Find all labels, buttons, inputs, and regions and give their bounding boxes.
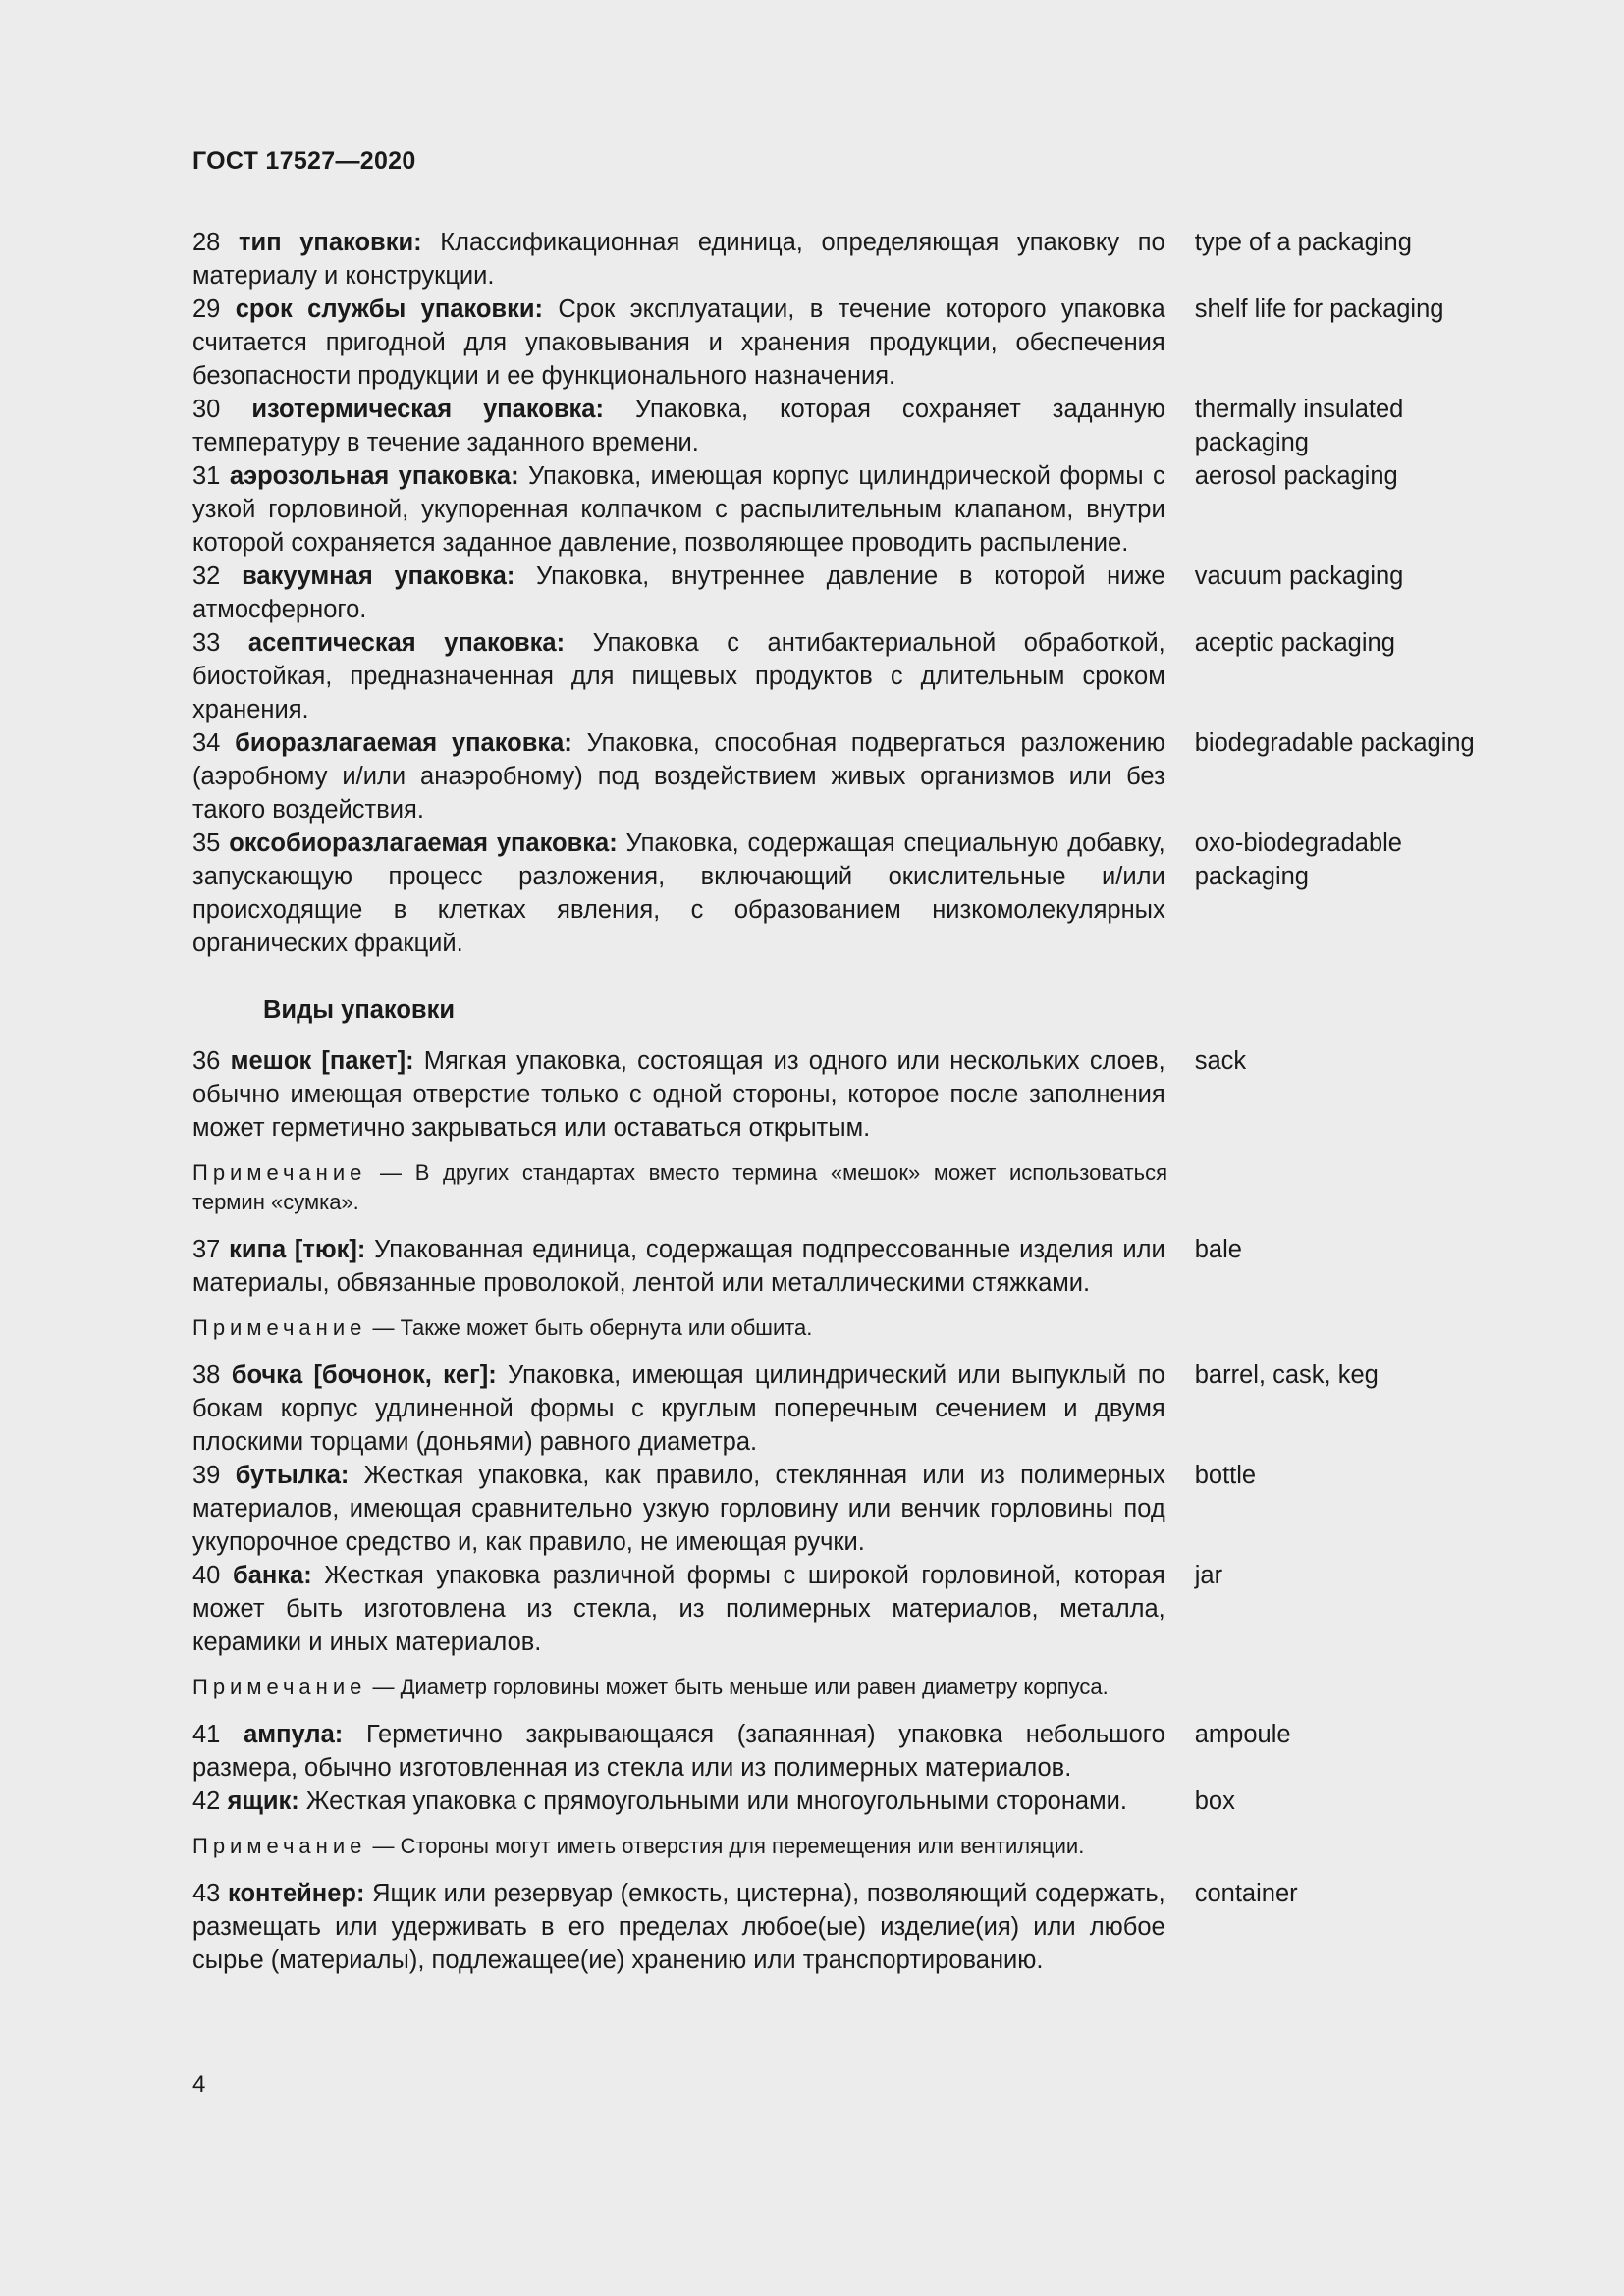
- note-text: Диаметр горловины может быть меньше или равен диаметру корпуса.: [400, 1675, 1109, 1699]
- term-entry: [192, 293, 1508, 393]
- page-content: [192, 226, 1508, 1977]
- term-definition: Упакованная единица, содержащая подпрессованные изделия или материалы, обвязанные проволокой, лентой или металлическими стяжками.: [192, 1236, 1165, 1297]
- term-entry: [192, 459, 1508, 560]
- term-name: банка:: [232, 1562, 312, 1589]
- english-equivalent: aerosol packaging: [1194, 462, 1398, 490]
- term-text: [192, 1359, 1165, 1459]
- term-number: 42: [192, 1788, 221, 1815]
- note-text: Также может быть обернута или обшита.: [400, 1315, 813, 1340]
- english-equivalent: bale: [1194, 1236, 1242, 1263]
- term-entry: [192, 827, 1508, 960]
- term-number: 39: [192, 1462, 221, 1489]
- term-number: 43: [192, 1880, 221, 1907]
- note-dash: —: [366, 1160, 415, 1185]
- term-text: [192, 293, 1165, 393]
- term-number: 34: [192, 729, 221, 757]
- english-equivalent: biodegradable packaging: [1194, 729, 1475, 757]
- term-definition: Упаковка, внутреннее давление в которой ниже атмосферного.: [192, 562, 1165, 623]
- english-equivalent: sack: [1194, 1047, 1247, 1075]
- note-text: Стороны могут иметь отверстия для перемещения или вентиляции.: [400, 1834, 1085, 1858]
- term-text: [192, 1785, 1165, 1818]
- term-definition: Мягкая упаковка, состоящая из одного или нескольких слоев, обычно имеющая отверстие только с одной стороны, которое после заполнения может герметично закрываться или оставаться открытым.: [192, 1047, 1165, 1142]
- term-number: 37: [192, 1236, 221, 1263]
- term-entry: [192, 1718, 1508, 1785]
- note-label: Примечание: [192, 1315, 367, 1340]
- note-dash: —: [366, 1834, 401, 1858]
- term-text: [192, 1233, 1165, 1300]
- term-definition: Упаковка, способная подвергаться разложению (аэробному и/или анаэробному) под воздействием живых организмов или без такого воздействия.: [192, 729, 1165, 824]
- term-number: 40: [192, 1562, 221, 1589]
- note-label: Примечание: [192, 1675, 367, 1699]
- term-text: [192, 226, 1165, 293]
- term-definition: Жесткая упаковка, как правило, стеклянная или из полимерных материалов, имеющая сравнительно узкую горловину или венчик горловины под укупорочное средство и, как правило, не имеющая ручки.: [192, 1462, 1165, 1556]
- term-definition: Упаковка, имеющая цилиндрический или выпуклый по бокам корпус удлиненной формы с круглым поперечным сечением и двумя плоскими торцами (доньями) равного диаметра.: [192, 1362, 1165, 1456]
- terms-list-types: [192, 1044, 1508, 1977]
- term-definition: Упаковка, содержащая специальную добавку, запускающую процесс разложения, включающий окислительные и/или происходящие в клетках явления, с образованием низкомолекулярных органических фракций.: [192, 829, 1165, 957]
- english-equivalent: aceptic packaging: [1194, 629, 1395, 657]
- term-name: контейнер:: [228, 1880, 365, 1907]
- english-equivalent: thermally insulated packaging: [1194, 396, 1404, 456]
- term-entry: [192, 626, 1508, 726]
- term-definition: Упаковка, которая сохраняет заданную температуру в течение заданного времени.: [192, 396, 1165, 456]
- term-name: аэрозольная упаковка:: [229, 462, 519, 490]
- english-equivalent: vacuum packaging: [1194, 562, 1404, 590]
- term-number: 36: [192, 1047, 221, 1075]
- term-entry: [192, 726, 1508, 827]
- terms-list-properties: [192, 226, 1508, 960]
- term-entry: [192, 393, 1508, 459]
- term-name: биоразлагаемая упаковка:: [235, 729, 572, 757]
- term-text: [192, 626, 1165, 726]
- term-entry: [192, 1233, 1508, 1300]
- term-name: оксобиоразлагаемая упаковка:: [229, 829, 618, 857]
- term-definition: Упаковка, имеющая корпус цилиндрической формы с узкой горловиной, укупоренная колпачком с распылительным клапаном, внутри которой сохраняется заданное давление, позволяющее проводить распыление.: [192, 462, 1165, 557]
- term-number: 31: [192, 462, 221, 490]
- english-equivalent: oxo-biodegradable packaging: [1194, 829, 1402, 890]
- term-name: бочка [бочонок, кег]:: [231, 1362, 497, 1389]
- term-entry: [192, 1359, 1508, 1459]
- english-equivalent: jar: [1194, 1562, 1223, 1589]
- term-definition: Герметично закрывающаяся (запаянная) упаковка небольшого размера, обычно изготовленная из стекла или из полимерных материалов.: [192, 1721, 1165, 1782]
- term-name: тип упаковки:: [239, 229, 422, 256]
- term-name: вакуумная упаковка:: [242, 562, 515, 590]
- english-equivalent: type of a packaging: [1194, 229, 1412, 256]
- term-entry: [192, 1044, 1508, 1145]
- term-number: 28: [192, 229, 221, 256]
- term-definition: Классификационная единица, определяющая упаковку по материалу и конструкции.: [192, 229, 1165, 290]
- term-note: [192, 1673, 1167, 1702]
- term-number: 41: [192, 1721, 221, 1748]
- term-name: мешок [пакет]:: [230, 1047, 414, 1075]
- term-text: [192, 560, 1165, 626]
- term-text: [192, 827, 1165, 960]
- term-entry: [192, 226, 1508, 293]
- term-name: бутылка:: [235, 1462, 350, 1489]
- english-equivalent: shelf life for packaging: [1194, 295, 1444, 323]
- term-number: 35: [192, 829, 221, 857]
- term-name: ящик:: [227, 1788, 299, 1815]
- section-title: Виды упаковки: [263, 996, 456, 1024]
- term-name: кипа [тюк]:: [229, 1236, 366, 1263]
- note-dash: —: [366, 1315, 401, 1340]
- term-number: 32: [192, 562, 221, 590]
- term-text: [192, 459, 1165, 560]
- term-name: изотермическая упаковка:: [251, 396, 604, 423]
- term-definition: Жесткая упаковка различной формы с широкой горловиной, которая может быть изготовлена из стекла, из полимерных материалов, металла, керамики и иных материалов.: [192, 1562, 1165, 1656]
- term-number: 38: [192, 1362, 221, 1389]
- english-equivalent: barrel, cask, keg: [1194, 1362, 1379, 1389]
- term-text: [192, 726, 1165, 827]
- term-number: 30: [192, 396, 221, 423]
- note-text: В других стандартах вместо термина «мешок» может использоваться термин «сумка».: [192, 1160, 1167, 1214]
- term-text: [192, 1044, 1165, 1145]
- term-number: 29: [192, 295, 221, 323]
- term-text: [192, 393, 1165, 459]
- term-name: асептическая упаковка:: [247, 629, 566, 657]
- term-text: [192, 1718, 1165, 1785]
- english-equivalent: ampoule: [1194, 1721, 1291, 1748]
- term-entry: [192, 560, 1508, 626]
- term-text: [192, 1877, 1165, 1977]
- term-name: срок службы упаковки:: [235, 295, 544, 323]
- note-dash: —: [366, 1675, 401, 1699]
- term-name: ампула:: [244, 1721, 344, 1748]
- term-note: [192, 1313, 1167, 1343]
- note-label: Примечание: [192, 1834, 367, 1858]
- term-definition: Жесткая упаковка с прямоугольными или многоугольными сторонами.: [298, 1788, 1127, 1815]
- term-text: [192, 1559, 1165, 1659]
- term-entry: [192, 1877, 1508, 1977]
- term-definition: Упаковка с антибактериальной обработкой, биостойкая, предназначенная для пищевых продуктов с длительным сроком хранения.: [192, 629, 1165, 723]
- term-text: [192, 1459, 1165, 1559]
- english-equivalent: bottle: [1194, 1462, 1257, 1489]
- term-entry: [192, 1559, 1508, 1659]
- term-note: [192, 1158, 1167, 1217]
- term-note: [192, 1832, 1167, 1861]
- term-definition: Срок эксплуатации, в течение которого упаковка считается пригодной для упаковывания и хранения продукции, обеспечения безопасности продукции и ее функционального назначения.: [192, 295, 1165, 390]
- term-number: 33: [192, 629, 221, 657]
- term-definition: Ящик или резервуар (емкость, цистерна), позволяющий содержать, размещать или удерживать в его пределах любое(ые) изделие(ия) или любое сырье (материалы), подлежащее(ие) хранению или транспортированию.: [192, 1880, 1165, 1974]
- term-entry: [192, 1459, 1508, 1559]
- document-header: ГОСТ 17527—2020: [192, 147, 416, 175]
- note-label: Примечание: [192, 1160, 367, 1185]
- english-equivalent: box: [1194, 1788, 1235, 1815]
- page-number: 4: [192, 2071, 206, 2098]
- english-equivalent: container: [1194, 1880, 1298, 1907]
- term-entry: [192, 1785, 1508, 1818]
